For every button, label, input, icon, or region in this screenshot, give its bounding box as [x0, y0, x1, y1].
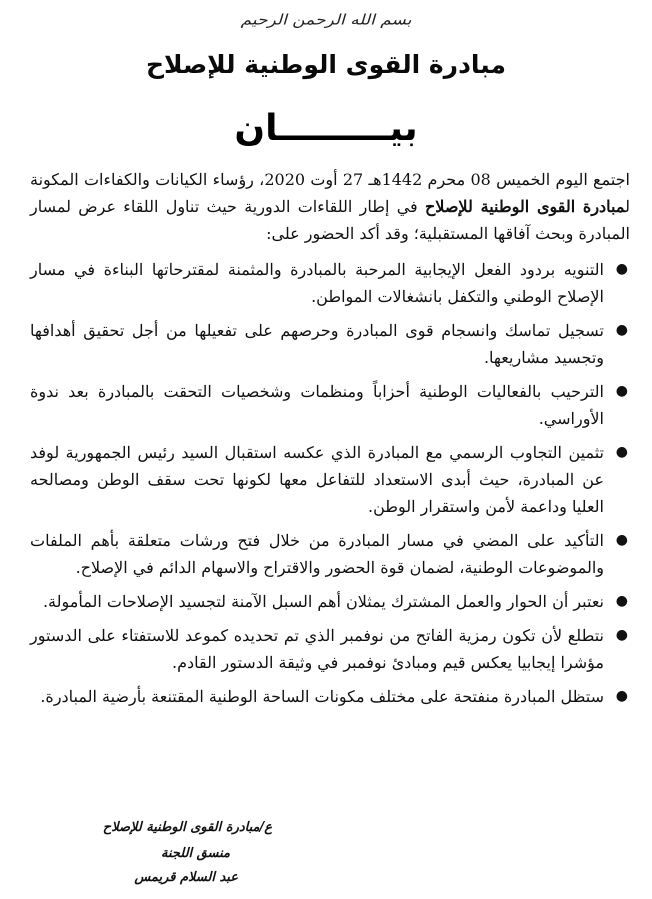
signature-name: عبد السلام قريمس	[134, 870, 238, 885]
list-item	[30, 622, 630, 676]
point-text: الترحيب بالفعاليات الوطنية أحزاباً ومنظمات وشخصيات التحقت بالمبادرة بعد ندوة الأوراسي.	[30, 382, 604, 428]
bullet-icon: ●	[615, 322, 628, 338]
point-text: التنويه بردود الفعل الإيجابية المرحبة بالمبادرة والمثمنة لمقترحاتها البناءة في مسار الإصلاح الوطني والتكفل بانشغالات المواطن.	[30, 260, 604, 306]
point-text: نتطلع لأن تكون رمزية الفاتح من نوفمبر الذي تم تحديده كموعد للاستفتاء على الدستور مؤشرا إيجابيا يعكس قيم ومبادئ نوفمبر في وثيقة الدستور القادم.	[30, 626, 604, 672]
basmala-heading: بسم الله الرحمن الرحيم	[240, 11, 412, 29]
intro-text-start: اجتمع اليوم الخميس 08 محرم 1442هـ 27 أوت 2020، رؤساء الكيانات والكفاءات المكونة ل	[30, 170, 630, 216]
intro-organization-highlight: مبادرة القوى الوطنية للإصلاح	[424, 197, 626, 216]
bullet-icon: ●	[615, 261, 628, 277]
point-text: تثمين التجاوب الرسمي مع المبادرة الذي عكسه استقبال السيد رئيس الجمهورية لوفد عن المبادرة، حيث أبدى الاستعداد للتفاعل معها لكونها تحت سقف الوطن ومصالحه العليا وداعمة لأمن واستقرار الوطن.	[30, 443, 604, 516]
bullet-icon: ●	[615, 532, 628, 548]
points-list	[30, 256, 630, 717]
point-text: نعتبر أن الحوار والعمل المشترك يمثلان أهم السبل الآمنة لتجسيد الإصلاحات المأمولة.	[42, 592, 604, 611]
bullet-icon: ●	[615, 593, 628, 609]
list-item	[30, 527, 630, 581]
intro-paragraph	[30, 166, 630, 247]
intro-text-end: في إطار اللقاءات الدورية حيث تناول اللقاء عرض لمسار المبادرة وبحث آفاقها المستقبلية؛ وقد أكد الحضور على:	[30, 197, 630, 243]
point-text: تسجيل تماسك وانسجام قوى المبادرة وحرصهم على تفعيلها من أجل تحقيق أهدافها وتجسيد مشاريعها.	[30, 321, 604, 367]
bullet-icon: ●	[615, 627, 628, 643]
list-item	[30, 378, 630, 432]
organization-title: مبادرة القوى الوطنية للإصلاح	[146, 50, 506, 79]
signature-organization: ع/مبادرة القوى الوطنية للإصلاح	[102, 820, 272, 835]
point-text: التأكيد على المضي في مسار المبادرة من خلال فتح ورشات متعلقة بأهم الملفات والموضوعات الوطنية، لضمان قوة الحضور والاقتراح والاسهام الدائم في الإصلاح.	[30, 531, 604, 577]
bullet-icon: ●	[615, 444, 628, 460]
document-title: بيـــــــــان	[234, 108, 418, 149]
list-item	[30, 683, 630, 710]
point-text: ستظل المبادرة منفتحة على مختلف مكونات الساحة الوطنية المقتنعة بأرضية المبادرة.	[40, 687, 604, 706]
bullet-icon: ●	[615, 688, 628, 704]
list-item	[30, 588, 630, 615]
signature-role: منسق اللجنة	[160, 846, 230, 861]
list-item	[30, 256, 630, 310]
list-item	[30, 439, 630, 520]
list-item	[30, 317, 630, 371]
bullet-icon: ●	[615, 383, 628, 399]
